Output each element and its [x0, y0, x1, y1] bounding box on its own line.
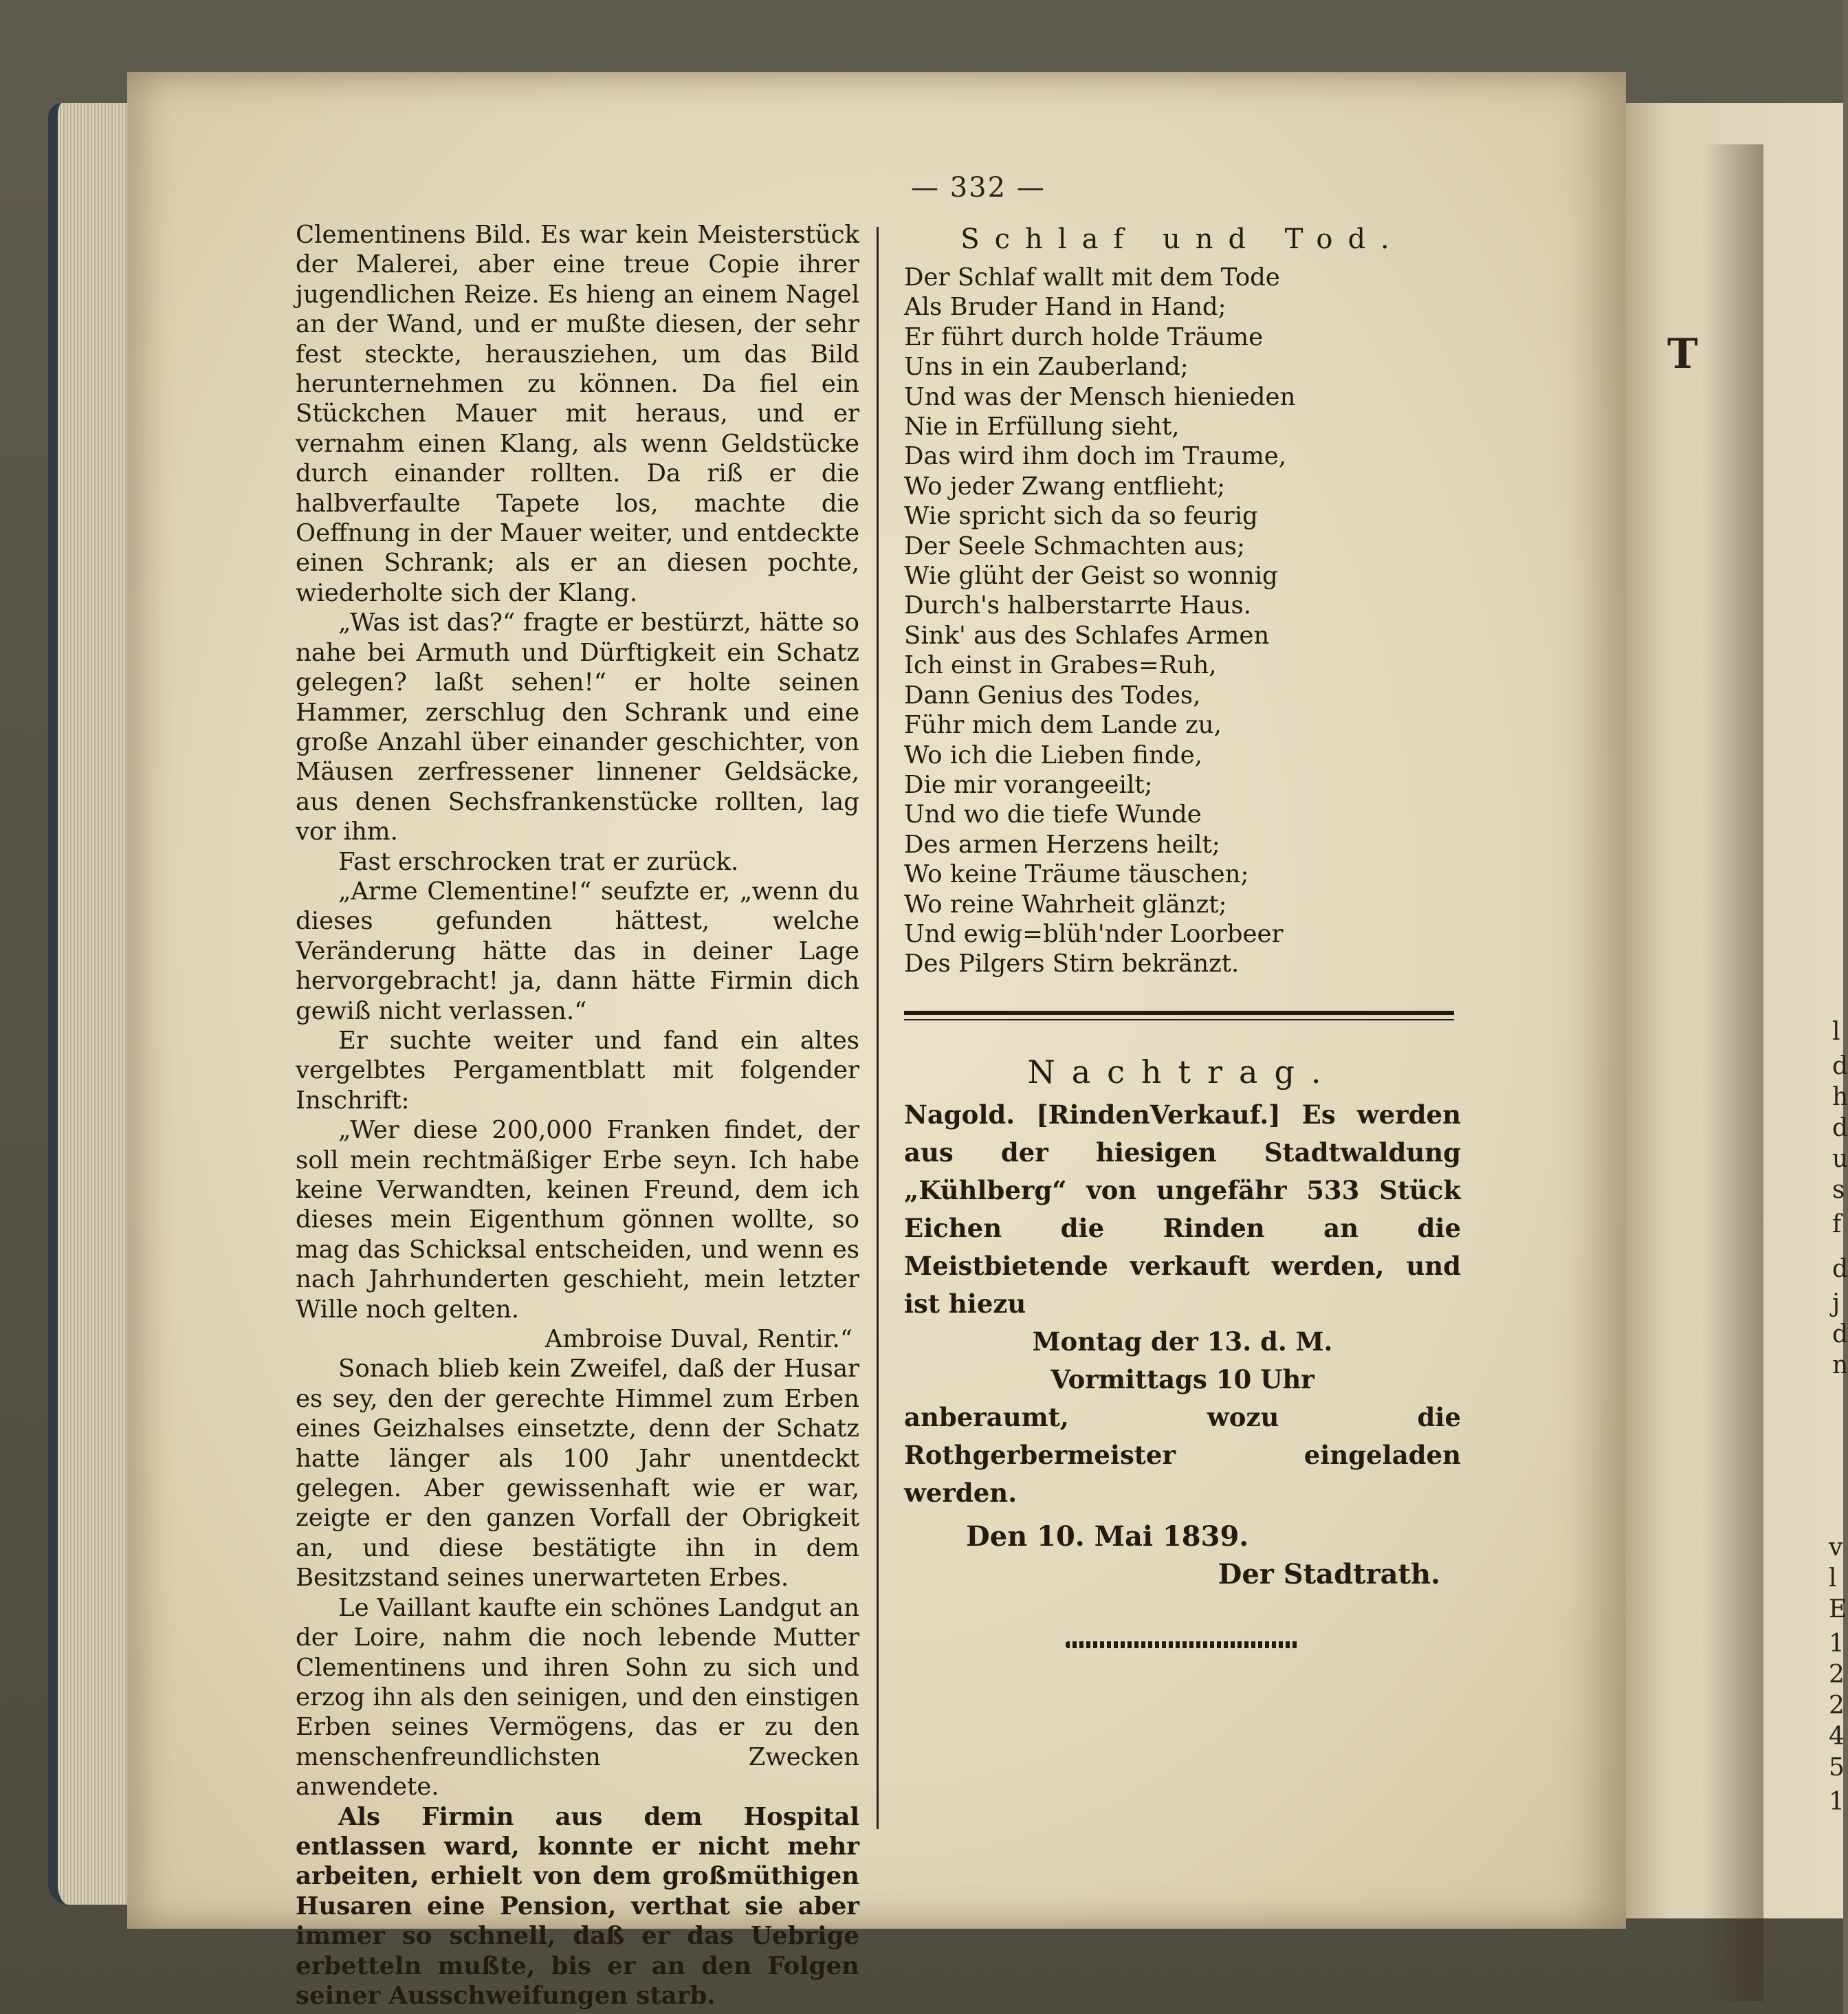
bark-sale-notice: [904, 1096, 1461, 1593]
poem-line: Nie in Erfüllung sieht,: [904, 413, 1180, 441]
facing-page-letter: d: [1832, 1114, 1848, 1142]
facing-page-letter: 4: [1829, 1722, 1845, 1751]
poem-line: Wo ich die Lieben finde,: [904, 741, 1202, 769]
facing-page-letter: d: [1832, 1052, 1848, 1080]
story-paragraph: Sonach blieb kein Zweifel, daß der Husar es sey, den der gerechte Himmel zum Erben eines Geizhalses einsetzte, denn der Schatz hatte länger als 100 Jahr unentdeckt gelegen. Aber gewissenhaft wie er war, zeigte er den ganzen Vorfall der Obrigkeit an, und diese bestätigte ihn in dem Besitzstand seines unerwarteten Erbes.: [296, 1355, 859, 1592]
poem-line: Des Pilgers Stirn bekränzt.: [904, 950, 1240, 978]
poem-line: Und was der Mensch hienieden: [904, 382, 1296, 411]
poem-line: Wo jeder Zwang entflieht;: [904, 472, 1226, 501]
poem-line: Führ mich dem Lande zu,: [904, 711, 1222, 740]
notice-signer: Der Stadtrath.: [1218, 1557, 1440, 1590]
story-paragraph: Fast erschrocken trat er zurück.: [338, 847, 739, 876]
notice-body: Nagold. [RindenVerkauf.] Es werden aus der hiesigen Stadtwaldung „Kühlberg“ von ungefähr 533 Stück Eichen die Rinden an die Meistbietende verkauft werden, und ist hiezu: [904, 1099, 1461, 1319]
poem-body: [904, 263, 1461, 979]
facing-page-letter: 2: [1829, 1661, 1845, 1689]
poem-line: Und wo die tiefe Wunde: [904, 800, 1202, 829]
poem-line: Der Schlaf wallt mit dem Tode: [904, 263, 1280, 292]
facing-page-letter: s: [1832, 1176, 1845, 1204]
facing-page-letter: d: [1832, 1255, 1848, 1283]
facing-page-letter: f: [1832, 1210, 1842, 1238]
facing-page-letter: 5: [1829, 1753, 1845, 1782]
poem-line: Sink' aus des Schlafes Armen: [904, 621, 1270, 650]
poem-line: Wie glüht der Geist so wonnig: [904, 562, 1278, 591]
nachtrag-heading: Nachtrag.: [1027, 1053, 1338, 1091]
right-column: [904, 220, 1461, 1648]
poem-line: Wo reine Wahrheit glänzt;: [904, 890, 1227, 919]
story-paragraph: „Wer diese 200,000 Franken findet, der soll mein rechtmäßiger Erbe seyn. Ich habe keine Verwandten, keinen Freund, dem ich dieses mein Eigenthum gönnen wollte, so mag das Schicksal entscheiden, und wenn es nach Jahrhunderten geschieht, mein letzter Wille noch gelten.: [296, 1116, 859, 1324]
closing-ornament-rule: [1066, 1641, 1299, 1648]
notice-time-line: Vormittags 10 Uhr: [1050, 1364, 1314, 1394]
poem-line: Die mir vorangeeilt;: [904, 770, 1153, 799]
story-paragraph: „Arme Clementine!“ seufzte er, „wenn du dieses gefunden hättest, welche Veränderung hätte das in deiner Lage hervorgebracht! ja, dann hätte Firmin dich gewiß nicht verlassen.“: [296, 877, 859, 1025]
notice-date-line: Montag der 13. d. M.: [1032, 1326, 1333, 1357]
facing-page-letter: j: [1832, 1289, 1840, 1317]
facing-page-letter: u: [1832, 1145, 1848, 1173]
facing-page-letter: d: [1832, 1320, 1848, 1348]
facing-page-letter: l: [1832, 1018, 1840, 1046]
section-double-rule: [904, 1011, 1454, 1020]
inscription-signature: Ambroise Duval, Rentir.“: [544, 1325, 852, 1354]
gutter-shadow: [1702, 144, 1763, 2001]
poem-title: Schlaf und Tod.: [960, 223, 1405, 255]
poem-line: Wie spricht sich da so feurig: [904, 502, 1258, 531]
poem-line: Uns in ein Zauberland;: [904, 353, 1189, 382]
facing-page-letter: 1: [1829, 1630, 1845, 1658]
poem-line: Der Seele Schmachten aus;: [904, 532, 1245, 560]
facing-page-letter: T: [1667, 330, 1698, 378]
poem-line: Durch's halberstarrte Haus.: [904, 591, 1252, 620]
poem-line: Des armen Herzens heilt;: [904, 830, 1220, 859]
story-paragraph: Er suchte weiter und fand ein altes vergelbtes Pergamentblatt mit folgender Inschrift:: [296, 1026, 859, 1115]
poem-line: Als Bruder Hand in Hand;: [904, 293, 1226, 322]
facing-page-letter: E: [1829, 1595, 1847, 1623]
page-number: — 332 —: [911, 172, 1046, 204]
story-paragraph: Clementinens Bild. Es war kein Meisterstück der Malerei, aber eine treue Copie ihrer jugendlichen Reize. Es hieng an einem Nagel an der Wand, und er mußte diesen, der sehr fest steckte, herausziehen, um das Bild herunternehmen zu können. Da fiel ein Stückchen Mauer mit heraus, und er vernahm einen Klang, als wenn Geldstücke durch einander rollten. Da riß er die halbverfaulte Tapete los, machte die Oeffnung in der Mauer weiter, und entdeckte einen Schrank; als er an diesen pochte, wiederholte sich der Klang.: [296, 221, 859, 607]
facing-page-letter: l: [1829, 1564, 1837, 1592]
story-paragraph: Le Vaillant kaufte ein schönes Landgut an der Loire, nahm die noch lebende Mutter Clementinens und ihren Sohn zu sich und erzog ihn als den seinigen, und den einstigen Erben seines Vermögens, das er zu den menschenfreundlichsten Zwecken anwendete.: [296, 1593, 859, 1802]
poem-line: Wo keine Träume täuschen;: [904, 860, 1249, 889]
column-divider-rule: [877, 227, 879, 1829]
left-column-story: [296, 220, 859, 2011]
facing-page-letter: v: [1829, 1533, 1843, 1562]
facing-page-letter: n: [1832, 1351, 1848, 1379]
notice-dated: Den 10. Mai 1839.: [966, 1520, 1249, 1553]
facing-page-letter: 2: [1829, 1692, 1845, 1720]
poem-line: Ich einst in Grabes=Ruh,: [904, 651, 1217, 680]
facing-page-letter: 1: [1829, 1788, 1845, 1816]
notice-body-after: anberaumt, wozu die Rothgerbermeister eingeladen werden.: [904, 1401, 1461, 1508]
poem-line: Dann Genius des Todes,: [904, 681, 1201, 710]
poem-line: Das wird ihm doch im Traume,: [904, 442, 1287, 471]
book-page-edges: [48, 103, 140, 1905]
story-final-paragraph: Als Firmin aus dem Hospital entlassen ward, konnte er nicht mehr arbeiten, erhielt von dem großmüthigen Husaren eine Pension, verthat sie aber immer so schnell, daß er das Uebrige erbetteln mußte, bis er an den Folgen seiner Ausschweifungen starb.: [296, 1802, 859, 2010]
story-paragraph: „Was ist das?“ fragte er bestürzt, hätte so nahe bei Armuth und Dürftigkeit ein Schatz gelegen? laßt sehen!“ er holte seinen Hammer, zerschlug den Schrank und eine große Anzahl über einander geschichter, von Mäusen zerfressener linnener Geldsäcke, aus denen Sechsfrankenstücke rollten, lag vor ihm.: [296, 609, 859, 846]
poem-line: Er führt durch holde Träume: [904, 322, 1264, 351]
facing-page-letter: h: [1832, 1083, 1848, 1111]
poem-line: Und ewig=blüh'nder Loorbeer: [904, 919, 1284, 948]
